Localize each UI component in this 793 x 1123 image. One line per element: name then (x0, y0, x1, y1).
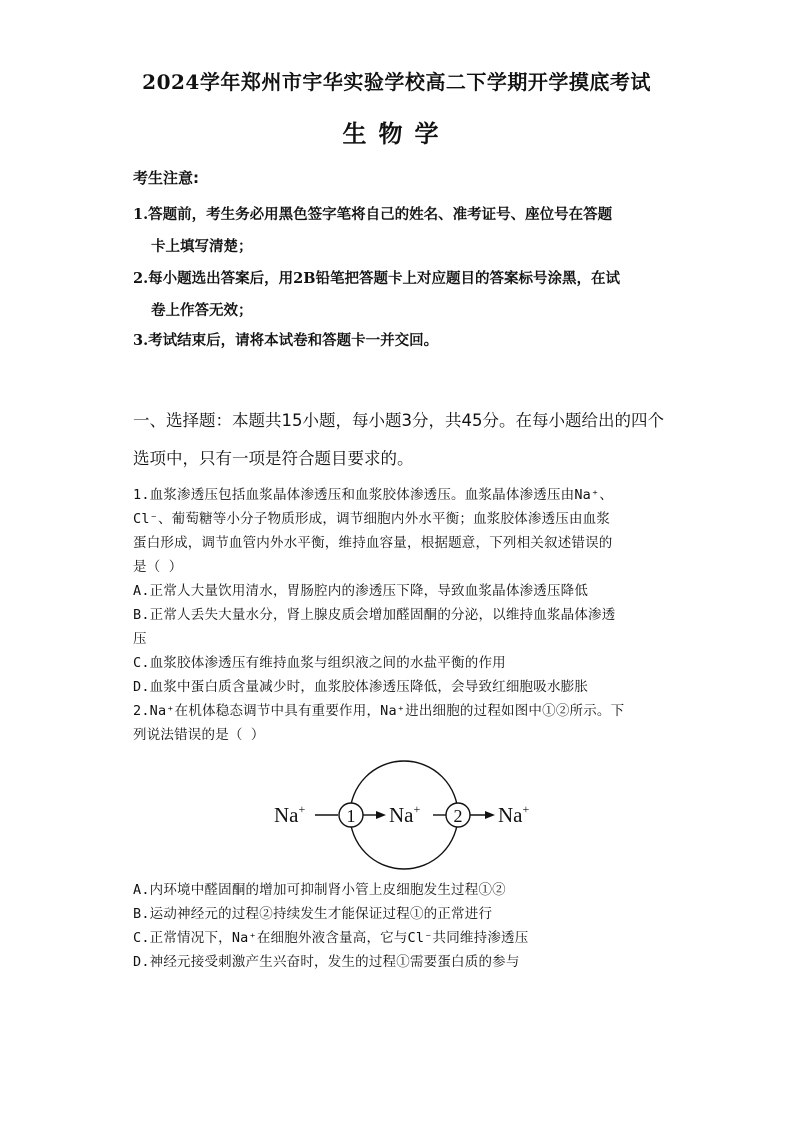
na-inside: Na+ (389, 802, 421, 827)
section-heading (133, 402, 673, 478)
section-heading-line2: 选项中，只有一项是符合题目要求的。 (133, 449, 414, 468)
notice-item-3-line1: 3.考试结束后，请将本试卷和答题卡一并交回。 (133, 332, 439, 349)
arrow-1-head-icon (376, 811, 386, 819)
notice-item-1 (133, 199, 673, 263)
q1-option-d: D.血浆中蛋白质含量减少时，血浆胶体渗透压降低，会导致红细胞吸水膨胀 (133, 679, 589, 695)
subject-title: 生物学 (342, 119, 451, 148)
q2-option-a: A.内环境中醛固酮的增加可抑制肾小管上皮细胞发生过程①② (133, 882, 506, 898)
question-1 (133, 483, 673, 699)
na-outside-right: Na+ (498, 802, 530, 827)
q1-option-b: B.正常人丢失大量水分，肾上腺皮质会增加醛固酮的分泌，以维持血浆晶体渗透 (133, 607, 616, 623)
question-2-options (133, 878, 673, 974)
notice-item-2-line1: 2.每小题选出答案后，用2B铅笔把答题卡上对应题目的答案标号涂黑，在试 (133, 270, 620, 287)
q2-stem-line: 2.Na⁺在机体稳态调节中具有重要作用，Na⁺进出细胞的过程如图中①②所示。下 (133, 703, 625, 719)
process-2-label: 2 (453, 806, 463, 826)
notice-item-1-line2: 卡上填写清楚； (151, 238, 253, 255)
question-2-stem (133, 699, 673, 747)
q1-stem-line: 蛋白形成，调节血管内外水平衡，维持血容量，根据题意，下列相关叙述错误的 (133, 535, 613, 551)
notice-item-2 (133, 263, 673, 327)
exam-title: 2024学年郑州市宇华实验学校高二下学期开学摸底考试 (142, 70, 651, 94)
q1-option-b-cont: 压 (133, 631, 147, 647)
section-heading-line1: 一、选择题：本题共15小题，每小题3分，共45分。在每小题给出的四个 (133, 411, 664, 430)
process-1-label: 1 (346, 806, 356, 826)
notice-item-2-line2: 卷上作答无效； (151, 302, 253, 319)
notice-item-3 (133, 325, 673, 357)
q2-option-b: B.运动神经元的过程②持续发生才能保证过程①的正常进行 (133, 906, 493, 922)
na-outside-left: Na+ (274, 802, 306, 827)
q1-option-a: A.正常人大量饮用清水，胃肠腔内的渗透压下降，导致血浆晶体渗透压降低 (133, 583, 589, 599)
q1-stem-line: 1.血浆渗透压包括血浆晶体渗透压和血浆胶体渗透压。血浆晶体渗透压由Na⁺、 (133, 487, 614, 503)
notice-heading: 考生注意: (133, 169, 199, 187)
sodium-transport-diagram (268, 758, 548, 872)
arrow-2-head-icon (485, 811, 495, 819)
q1-stem-line: Cl⁻、葡萄糖等小分子物质形成，调节细胞内外水平衡；血浆胶体渗透压由血浆 (133, 511, 611, 527)
q2-option-c: C.正常情况下，Na⁺在细胞外液含量高，它与Cl⁻共同维持渗透压 (133, 930, 529, 946)
notice-item-1-line1: 1.答题前，考生务必用黑色签字笔将自己的姓名、准考证号、座位号在答题 (133, 206, 613, 223)
q1-option-c: C.血浆胶体渗透压有维持血浆与组织液之间的水盐平衡的作用 (133, 655, 506, 671)
q1-stem-line: 是（ ） (133, 559, 183, 575)
q2-stem-line: 列说法错误的是（ ） (133, 727, 265, 743)
q2-option-d: D.神经元接受刺激产生兴奋时，发生的过程①需要蛋白质的参与 (133, 954, 520, 970)
